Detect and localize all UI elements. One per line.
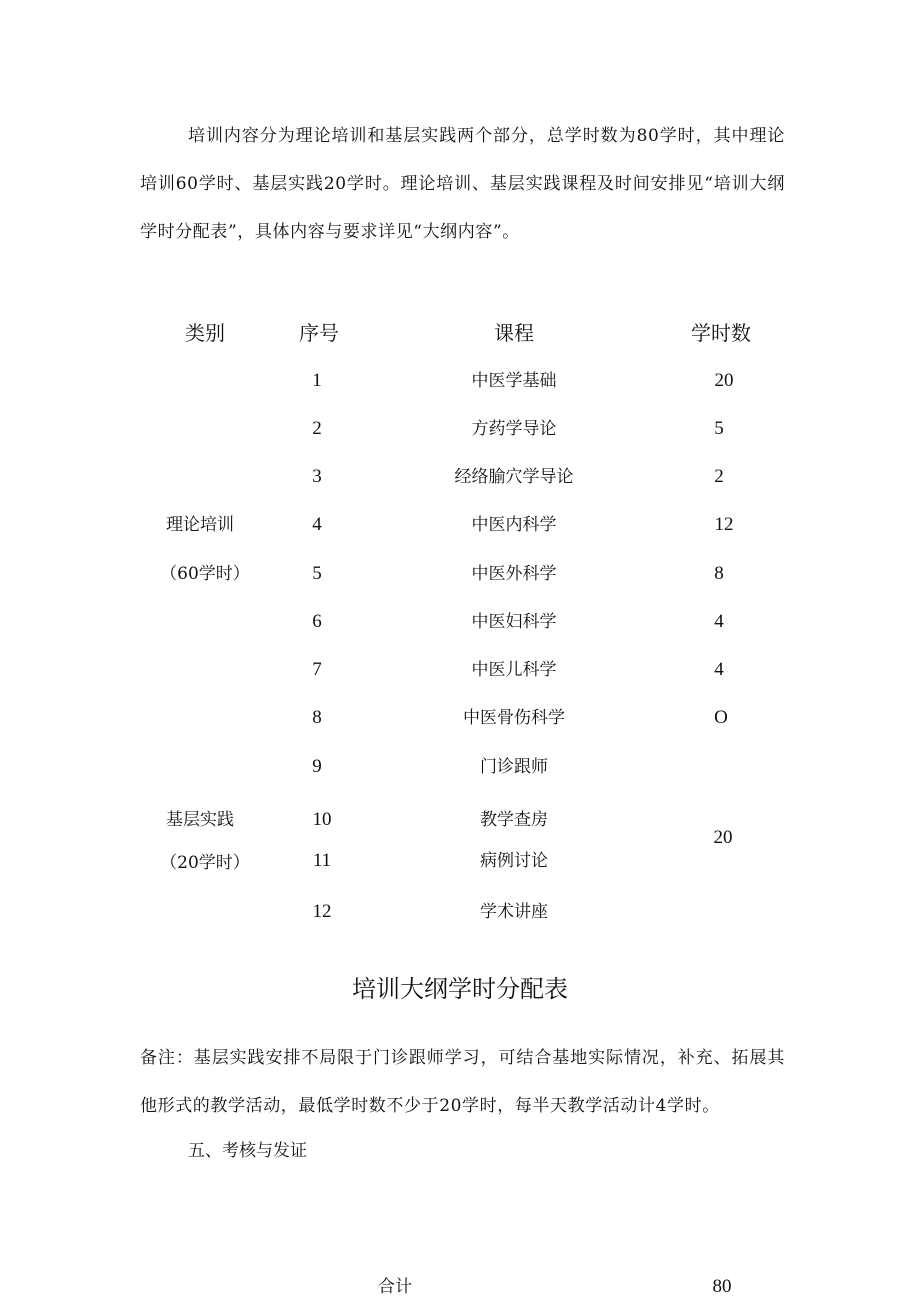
row-hours: O [714, 707, 728, 728]
note-paragraph: 备注：基层实践安排不局限于门诊跟师学习，可结合基地实际情况，补充、拓展其他形式的教学活动，最低学时数不少于20学时，每半天教学活动计4学时。 [140, 1048, 785, 1116]
row-index: 2 [312, 418, 322, 439]
row-course: 方药学导论 [471, 419, 557, 439]
total-hours: 80 [712, 1276, 732, 1297]
row-course: 教学查房 [480, 810, 548, 830]
row-index: 9 [312, 756, 322, 777]
group-theory-name: 理论培训 [166, 515, 234, 535]
row-course: 学术讲座 [480, 902, 548, 922]
table-caption: 培训大纲学时分配表 [352, 975, 568, 1003]
row-index: 6 [312, 611, 322, 632]
header-category: 类别 [185, 321, 225, 345]
row-index: 4 [312, 514, 322, 535]
row-hours: 12 [714, 514, 734, 535]
row-index: 8 [312, 707, 322, 728]
total-label: 合计 [378, 1277, 412, 1297]
row-course: 中医外科学 [471, 564, 557, 584]
section-heading: 五、考核与发证 [188, 1141, 307, 1161]
intro-paragraph: 培训内容分为理论培训和基层实践两个部分，总学时数为80学时，其中理论培训60学时、基层实践20学时。理论培训、基层实践课程及时间安排见“培训大纲学时分配表”，具体内容与要求详见“大纲内容”。 [140, 126, 785, 242]
row-index: 10 [312, 809, 332, 830]
row-course: 中医骨伤科学 [463, 708, 565, 728]
row-course: 中医内科学 [471, 515, 557, 535]
group-practice-hours: （20学时） [160, 853, 250, 873]
row-hours: 5 [714, 418, 724, 439]
row-course: 经络腧穴学导论 [454, 467, 574, 487]
row-hours: 2 [714, 466, 724, 487]
row-course: 中医学基础 [471, 371, 557, 391]
row-course: 中医妇科学 [471, 612, 557, 632]
header-index: 序号 [299, 321, 339, 345]
row-index: 7 [312, 659, 322, 680]
row-hours: 4 [714, 611, 724, 632]
practice-hours-total: 20 [713, 827, 733, 848]
row-course: 门诊跟师 [480, 757, 548, 777]
row-index: 3 [312, 466, 322, 487]
row-course: 病例讨论 [480, 851, 548, 871]
row-hours: 20 [714, 370, 734, 391]
row-hours: 8 [714, 563, 724, 584]
row-index: 12 [312, 901, 332, 922]
group-theory-hours: （60学时） [160, 564, 250, 584]
group-practice-name: 基层实践 [166, 810, 234, 830]
row-index: 5 [312, 563, 322, 584]
row-hours: 4 [714, 659, 724, 680]
row-index: 11 [312, 850, 332, 871]
header-hours: 学时数 [691, 321, 751, 345]
header-course: 课程 [494, 321, 534, 345]
row-index: 1 [312, 370, 322, 391]
row-course: 中医儿科学 [471, 660, 557, 680]
